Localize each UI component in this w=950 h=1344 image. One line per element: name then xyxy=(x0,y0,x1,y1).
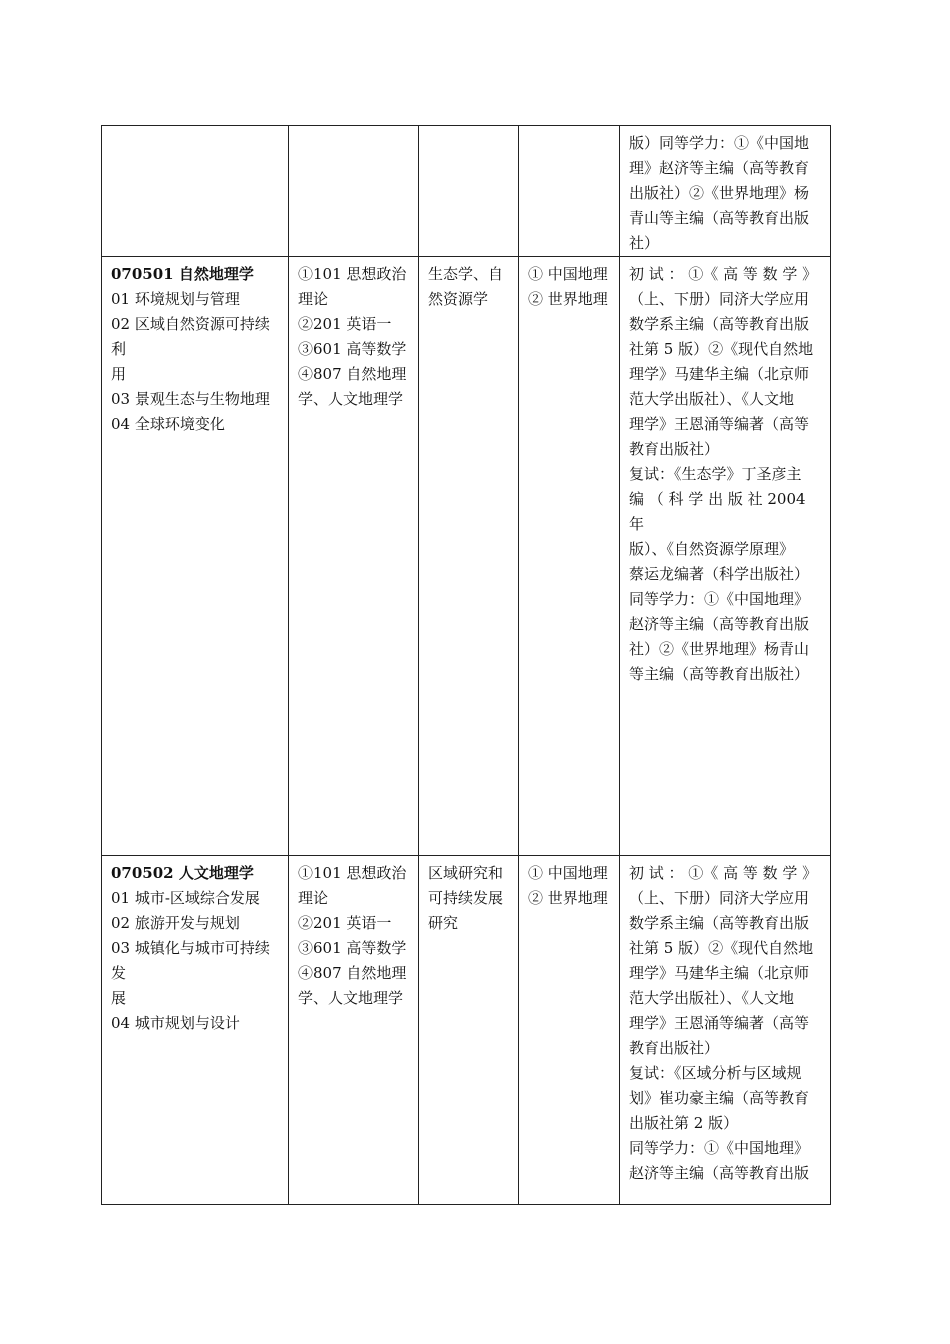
references-line: 理学》马建华主编（北京师 xyxy=(629,365,810,383)
references-line: 社第 5 版）②《现代自然地 xyxy=(629,939,814,957)
equivalent-subjects-cell xyxy=(519,856,620,1205)
research-direction: 01 环境规划与管理 xyxy=(111,290,240,308)
table-row xyxy=(102,856,831,1205)
exam-subjects-line: 理论 xyxy=(298,290,329,308)
references-line: 范大学出版社）、《人文地 xyxy=(629,989,795,1007)
references-line: 社）②《世界地理》杨青山 xyxy=(629,640,810,658)
equivalent-subjects-line: ② 世界地理 xyxy=(528,290,608,308)
references-line: 复试：《生态学》丁圣彦主 xyxy=(629,465,802,483)
references-line: 赵济等主编（高等教育出版 xyxy=(629,615,810,633)
references-line: 教育出版社） xyxy=(629,440,720,458)
references-line: 出版社第 2 版） xyxy=(629,1114,739,1132)
research-direction: 用 xyxy=(111,365,127,383)
exam-subjects-cell xyxy=(289,257,419,856)
exam-subjects-line: 理论 xyxy=(298,889,329,907)
table-row xyxy=(102,126,831,257)
exam-subjects-cell xyxy=(289,126,419,257)
research-direction: 展 xyxy=(111,989,127,1007)
exam-subjects-line: ④807 自然地理 xyxy=(298,365,407,383)
references-line: 划》崔功豪主编（高等教育 xyxy=(629,1089,810,1107)
research-direction: 02 区域自然资源可持续利 xyxy=(111,315,270,358)
equivalent-subjects-cell xyxy=(519,257,620,856)
research-direction: 01 城市-区域综合发展 xyxy=(111,889,260,907)
major-cell xyxy=(102,257,289,856)
retest-subject-line: 区域研究和 xyxy=(428,864,504,882)
exam-subjects-line: ①101 思想政治 xyxy=(298,864,407,882)
references-line: 理学》马建华主编（北京师 xyxy=(629,964,810,982)
retest-subject-cell xyxy=(419,856,519,1205)
references-line: 教育出版社） xyxy=(629,1039,720,1057)
references-line: 理》赵济等主编（高等教育 xyxy=(629,159,810,177)
references-line: 版）、《自然资源学原理》 xyxy=(629,540,795,558)
major-title: 070502 人文地理学 xyxy=(111,864,254,882)
references-line: 同等学力：①《中国地理》 xyxy=(629,590,810,608)
retest-subject-line: 研究 xyxy=(428,914,459,932)
exam-subjects-line: 学、人文地理学 xyxy=(298,989,404,1007)
exam-subjects-line: ②201 英语一 xyxy=(298,315,392,333)
retest-subject-line: 可持续发展 xyxy=(428,889,504,907)
references-line: 初 试 ： ①《 高 等 数 学 》 xyxy=(629,265,818,283)
exam-subjects-line: ④807 自然地理 xyxy=(298,964,407,982)
references-line: 等主编（高等教育出版社） xyxy=(629,665,810,683)
major-cell xyxy=(102,856,289,1205)
references-cell xyxy=(620,856,831,1205)
references-line: 社第 5 版）②《现代自然地 xyxy=(629,340,814,358)
references-line: 复试：《区域分析与区域规 xyxy=(629,1064,802,1082)
references-cell xyxy=(620,257,831,856)
references-line: 初 试 ： ①《 高 等 数 学 》 xyxy=(629,864,818,882)
equivalent-subjects-line: ① 中国地理 xyxy=(528,265,608,283)
equivalent-subjects-cell xyxy=(519,126,620,257)
references-line: 理学》王恩涌等编著（高等 xyxy=(629,415,810,433)
equivalent-subjects-line: ② 世界地理 xyxy=(528,889,608,907)
research-direction: 03 景观生态与生物地理 xyxy=(111,390,270,408)
exam-subjects-line: ①101 思想政治 xyxy=(298,265,407,283)
references-line: 理学》王恩涌等编著（高等 xyxy=(629,1014,810,1032)
major-cell xyxy=(102,126,289,257)
major-title: 070501 自然地理学 xyxy=(111,265,254,283)
references-line: 出版社）②《世界地理》杨 xyxy=(629,184,810,202)
research-direction: 04 全球环境变化 xyxy=(111,415,225,433)
references-line: 范大学出版社）、《人文地 xyxy=(629,390,795,408)
exam-subjects-line: 学、人文地理学 xyxy=(298,390,404,408)
references-line: （上、下册）同济大学应用 xyxy=(629,290,810,308)
references-line: 编 （ 科 学 出 版 社 2004 年 xyxy=(629,490,806,533)
references-line: 数学系主编（高等教育出版 xyxy=(629,914,810,932)
equivalent-subjects-line: ① 中国地理 xyxy=(528,864,608,882)
research-direction: 04 城市规划与设计 xyxy=(111,1014,240,1032)
table-row xyxy=(102,257,831,856)
references-line: 数学系主编（高等教育出版 xyxy=(629,315,810,333)
references-cell xyxy=(620,126,831,257)
retest-subject-line: 然资源学 xyxy=(428,290,489,308)
research-direction: 03 城镇化与城市可持续发 xyxy=(111,939,270,982)
retest-subject-line: 生态学、自 xyxy=(428,265,504,283)
references-line: （上、下册）同济大学应用 xyxy=(629,889,810,907)
retest-subject-cell xyxy=(419,257,519,856)
references-line: 蔡运龙编著（科学出版社） xyxy=(629,565,810,583)
references-line: 版）同等学力：①《中国地 xyxy=(629,134,810,152)
exam-subjects-cell xyxy=(289,856,419,1205)
table-body xyxy=(102,126,831,1205)
exam-subjects-line: ②201 英语一 xyxy=(298,914,392,932)
degree-program-table xyxy=(101,125,831,1205)
exam-subjects-line: ③601 高等数学 xyxy=(298,340,407,358)
research-direction: 02 旅游开发与规划 xyxy=(111,914,240,932)
references-line: 青山等主编（高等教育出版 xyxy=(629,209,810,227)
references-line: 同等学力：①《中国地理》 xyxy=(629,1139,810,1157)
retest-subject-cell xyxy=(419,126,519,257)
exam-subjects-line: ③601 高等数学 xyxy=(298,939,407,957)
references-line: 赵济等主编（高等教育出版 xyxy=(629,1164,810,1182)
references-line: 社） xyxy=(629,234,660,252)
